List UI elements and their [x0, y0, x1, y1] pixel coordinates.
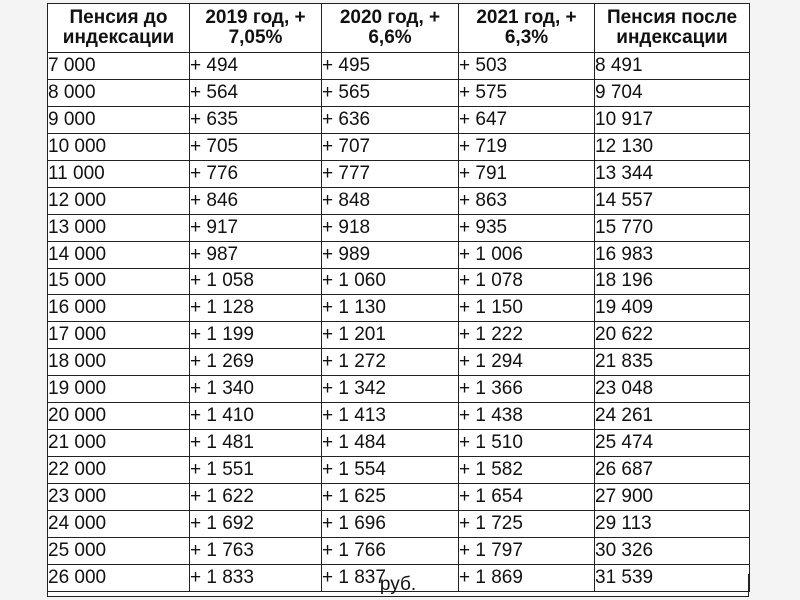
cell-pension-before: 9 000	[48, 106, 190, 133]
cell-pension-before: 24 000	[48, 510, 190, 537]
table-row	[48, 537, 750, 564]
cell-increase-2019: + 1 692	[190, 510, 322, 537]
table-row	[48, 510, 750, 537]
cell-increase-2019: + 1 058	[190, 268, 322, 295]
table-row	[48, 53, 750, 80]
cell-pension-after: 30 326	[595, 537, 750, 564]
cell-increase-2021: + 1 150	[459, 295, 595, 322]
table-row	[48, 430, 750, 457]
cell-pension-before: 25 000	[48, 537, 190, 564]
cell-increase-2020: + 1 342	[322, 376, 459, 403]
cell-pension-before: 7 000	[48, 53, 190, 80]
cell-increase-2021: + 647	[459, 106, 595, 133]
cell-increase-2021: + 503	[459, 53, 595, 80]
cell-increase-2019: + 1 481	[190, 430, 322, 457]
cell-increase-2021: + 863	[459, 187, 595, 214]
cell-increase-2020: + 1 554	[322, 457, 459, 484]
cell-increase-2020: + 1 060	[322, 268, 459, 295]
table-row	[48, 106, 750, 133]
cell-increase-2021: + 1 797	[459, 537, 595, 564]
cell-pension-after: 21 835	[595, 349, 750, 376]
cell-pension-before: 16 000	[48, 295, 190, 322]
cell-increase-2021: + 1 582	[459, 457, 595, 484]
cell-increase-2021: + 1 222	[459, 322, 595, 349]
table-row	[48, 268, 750, 295]
cell-increase-2019: + 1 269	[190, 349, 322, 376]
table-row	[48, 484, 750, 511]
cell-increase-2020: + 777	[322, 160, 459, 187]
cell-increase-2020: + 495	[322, 53, 459, 80]
table-row	[48, 160, 750, 187]
cell-pension-after: 26 687	[595, 457, 750, 484]
pension-indexation-table	[47, 3, 750, 592]
cell-increase-2020: + 636	[322, 106, 459, 133]
cell-increase-2019: + 494	[190, 53, 322, 80]
cell-increase-2021: + 791	[459, 160, 595, 187]
cell-increase-2021: + 1 438	[459, 403, 595, 430]
table-row	[48, 241, 750, 268]
cell-pension-after: 24 261	[595, 403, 750, 430]
cell-increase-2020: + 1 766	[322, 537, 459, 564]
cell-increase-2021: + 935	[459, 214, 595, 241]
cell-increase-2021: + 1 654	[459, 484, 595, 511]
cell-increase-2021: + 1 510	[459, 430, 595, 457]
table-row	[48, 133, 750, 160]
cell-increase-2019: + 846	[190, 187, 322, 214]
table-row	[48, 403, 750, 430]
cell-increase-2019: + 1 128	[190, 295, 322, 322]
cell-pension-before: 23 000	[48, 484, 190, 511]
cell-increase-2019: + 1 551	[190, 457, 322, 484]
cell-pension-before: 14 000	[48, 241, 190, 268]
table-row	[48, 349, 750, 376]
cell-increase-2019: + 1 763	[190, 537, 322, 564]
cell-increase-2020: + 707	[322, 133, 459, 160]
cell-increase-2021: + 575	[459, 79, 595, 106]
cell-pension-before: 26 000	[48, 564, 190, 591]
cell-increase-2019: + 1 410	[190, 403, 322, 430]
cell-increase-2020: + 1 837	[322, 564, 459, 591]
cell-pension-after: 12 130	[595, 133, 750, 160]
cell-pension-after: 29 113	[595, 510, 750, 537]
cell-increase-2020: + 989	[322, 241, 459, 268]
cell-increase-2020: + 1 484	[322, 430, 459, 457]
cell-increase-2020: + 1 201	[322, 322, 459, 349]
cell-increase-2019: + 987	[190, 241, 322, 268]
table-row	[48, 376, 750, 403]
cell-increase-2021: + 1 869	[459, 564, 595, 591]
cell-pension-after: 13 344	[595, 160, 750, 187]
cell-increase-2021: + 719	[459, 133, 595, 160]
cell-pension-before: 13 000	[48, 214, 190, 241]
cell-pension-after: 10 917	[595, 106, 750, 133]
cell-pension-after: 25 474	[595, 430, 750, 457]
header-pension-after: Пенсия после индексации	[595, 4, 750, 53]
pension-table-frame	[47, 3, 749, 597]
table-body	[48, 53, 750, 592]
cell-pension-before: 20 000	[48, 403, 190, 430]
cell-increase-2019: + 917	[190, 214, 322, 241]
cell-pension-after: 9 704	[595, 79, 750, 106]
cell-increase-2019: + 776	[190, 160, 322, 187]
cell-pension-after: 18 196	[595, 268, 750, 295]
cell-increase-2019: + 1 622	[190, 484, 322, 511]
cell-pension-after: 14 557	[595, 187, 750, 214]
table-row	[48, 295, 750, 322]
cell-increase-2019: + 705	[190, 133, 322, 160]
cell-pension-after: 23 048	[595, 376, 750, 403]
cell-pension-after: 20 622	[595, 322, 750, 349]
cell-pension-before: 19 000	[48, 376, 190, 403]
cell-pension-before: 22 000	[48, 457, 190, 484]
cell-pension-after: 19 409	[595, 295, 750, 322]
table-row	[48, 79, 750, 106]
cell-pension-after: 27 900	[595, 484, 750, 511]
cell-increase-2019: + 564	[190, 79, 322, 106]
cell-pension-before: 18 000	[48, 349, 190, 376]
cell-increase-2020: + 565	[322, 79, 459, 106]
cell-increase-2020: + 918	[322, 214, 459, 241]
table-row	[48, 457, 750, 484]
cell-pension-after: 16 983	[595, 241, 750, 268]
cell-pension-before: 8 000	[48, 79, 190, 106]
cell-pension-before: 21 000	[48, 430, 190, 457]
table-header-row	[48, 4, 750, 53]
cell-pension-before: 10 000	[48, 133, 190, 160]
table-row	[48, 322, 750, 349]
header-2021: 2021 год, + 6,3%	[459, 4, 595, 53]
cell-increase-2020: + 848	[322, 187, 459, 214]
cell-increase-2021: + 1 078	[459, 268, 595, 295]
header-2019: 2019 год, + 7,05%	[190, 4, 322, 53]
header-2020: 2020 год, + 6,6%	[322, 4, 459, 53]
cell-increase-2021: + 1 366	[459, 376, 595, 403]
header-pension-before: Пенсия до индексации	[48, 4, 190, 53]
currency-footer: руб.	[47, 574, 749, 597]
cell-increase-2020: + 1 272	[322, 349, 459, 376]
table-row	[48, 187, 750, 214]
cell-increase-2021: + 1 725	[459, 510, 595, 537]
cell-pension-before: 17 000	[48, 322, 190, 349]
table-row	[48, 214, 750, 241]
cell-pension-after: 8 491	[595, 53, 750, 80]
cell-increase-2020: + 1 625	[322, 484, 459, 511]
cell-pension-before: 15 000	[48, 268, 190, 295]
cell-increase-2019: + 1 340	[190, 376, 322, 403]
cell-increase-2020: + 1 130	[322, 295, 459, 322]
cell-increase-2019: + 1 833	[190, 564, 322, 591]
cell-pension-before: 12 000	[48, 187, 190, 214]
cell-increase-2021: + 1 006	[459, 241, 595, 268]
cell-increase-2019: + 635	[190, 106, 322, 133]
cell-pension-after: 15 770	[595, 214, 750, 241]
cell-increase-2019: + 1 199	[190, 322, 322, 349]
cell-increase-2021: + 1 294	[459, 349, 595, 376]
cell-increase-2020: + 1 413	[322, 403, 459, 430]
cell-increase-2020: + 1 696	[322, 510, 459, 537]
cell-pension-after: 31 539	[595, 564, 750, 591]
cell-pension-before: 11 000	[48, 160, 190, 187]
